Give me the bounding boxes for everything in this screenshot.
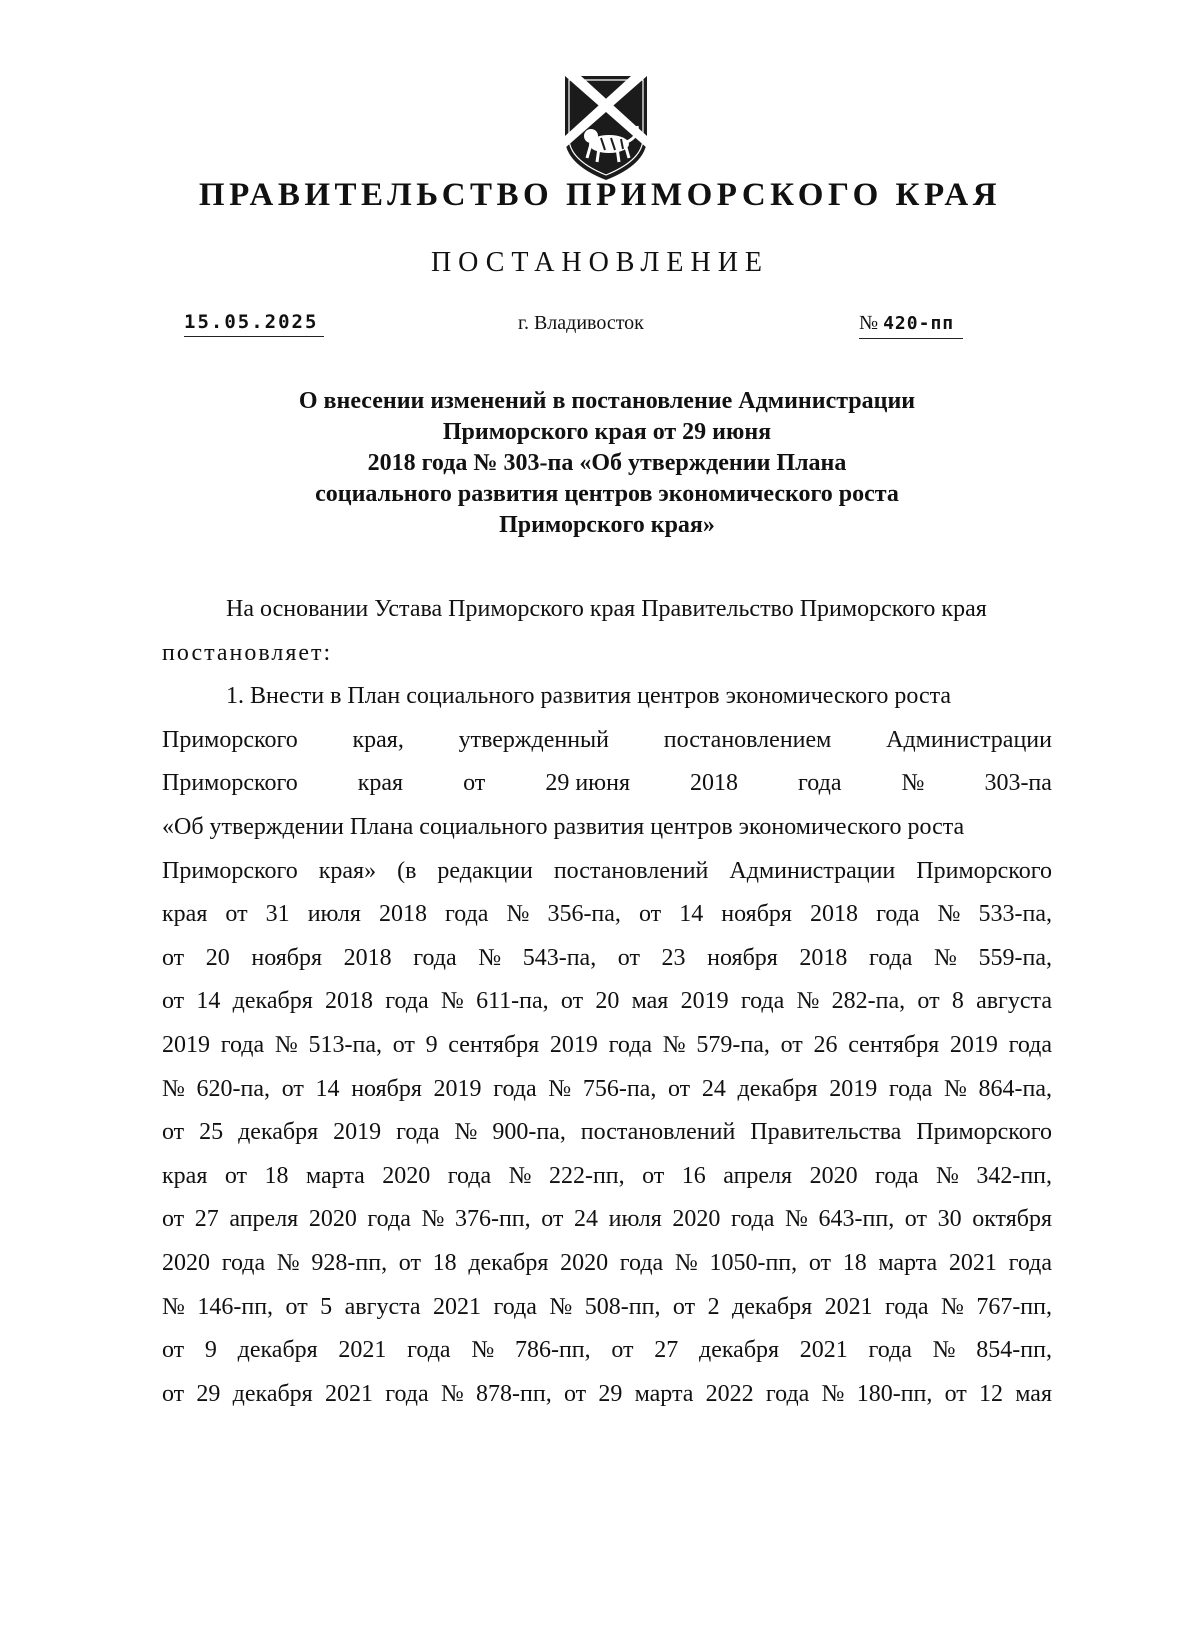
word: 29 июня (545, 770, 630, 797)
body-line: от 20 ноября 2018 года № 543-па, от 23 ноября 2018 года № 559-па, (162, 944, 1052, 971)
body-line: 1. Внести в План социального развития центров экономического роста (226, 683, 952, 710)
word: края, (352, 726, 404, 753)
word: от (463, 770, 486, 797)
body-line-justified (162, 762, 1052, 806)
word: года (798, 770, 842, 797)
coat-of-arms-icon (561, 72, 651, 184)
word: утвержденный (458, 726, 610, 753)
word: Приморского (162, 770, 298, 797)
body-line: от 29 декабря 2021 года № 878-пп, от 29 марта 2022 года № 180-пп, от 12 мая (162, 1380, 1052, 1407)
word: Приморского (162, 726, 298, 753)
body-line: На основании Устава Приморского края Правительство Приморского края (226, 596, 987, 622)
document-title (160, 386, 1054, 541)
body-line: края от 31 июля 2018 года № 356-па, от 14 ноября 2018 года № 533-па, (162, 901, 1052, 928)
word: постановлением (663, 726, 832, 753)
body-line: Приморского края» (в редакции постановлений Администрации Приморского (162, 857, 1052, 884)
title-line: Приморского края» (499, 512, 715, 538)
word: края (357, 770, 404, 797)
document-body (162, 588, 1052, 1416)
document-city: г. Владивосток (518, 312, 644, 334)
title-line: Приморского края от 29 июня (442, 419, 772, 445)
body-line: № 146-пп, от 5 августа 2021 года № 508-пп, от 2 декабря 2021 года № 767-пп, (162, 1293, 1052, 1320)
word: № (901, 770, 925, 797)
body-line: 2020 года № 928-пп, от 18 декабря 2020 года № 1050-пп, от 18 марта 2021 года (162, 1249, 1052, 1276)
word: 2018 (690, 770, 739, 797)
body-line: от 25 декабря 2019 года № 900-па, постановлений Правительства Приморского (162, 1119, 1052, 1146)
body-line-justified (162, 719, 1052, 763)
body-line: «Об утверждении Плана социального развития центров экономического роста (162, 813, 965, 840)
number-value: 420-пп (883, 313, 955, 334)
body-line: № 620-па, от 14 ноября 2019 года № 756-па, от 24 декабря 2019 года № 864-па, (162, 1075, 1052, 1102)
body-line: края от 18 марта 2020 года № 222-пп, от 16 апреля 2020 года № 342-пп, (162, 1162, 1052, 1189)
number-prefix: № (859, 312, 879, 334)
body-line: 2019 года № 513-па, от 9 сентября 2019 года № 579-па, от 26 сентября 2019 года (162, 1031, 1052, 1058)
organization-name: ПРАВИТЕЛЬСТВО ПРИМОРСКОГО КРАЯ (198, 177, 1002, 213)
body-line: от 27 апреля 2020 года № 376-пп, от 24 июля 2020 года № 643-пп, от 30 октября (162, 1206, 1052, 1233)
document-number (859, 310, 963, 339)
body-line: от 9 декабря 2021 года № 786-пп, от 27 декабря 2021 года № 854-пп, (162, 1337, 1052, 1364)
body-line: постановляет: (162, 639, 333, 666)
document-date: 15.05.2025 (184, 310, 324, 337)
document-type: ПОСТАНОВЛЕНИЕ (430, 247, 770, 278)
title-line: социального развития центров экономического роста (315, 481, 899, 507)
title-line: О внесении изменений в постановление Администрации (298, 388, 916, 414)
body-line: от 14 декабря 2018 года № 611-па, от 20 мая 2019 года № 282-па, от 8 августа (162, 988, 1052, 1015)
title-line: 2018 года № 303-па «Об утверждении Плана (367, 450, 847, 476)
word: 303-па (984, 770, 1052, 797)
word: Администрации (886, 726, 1052, 753)
